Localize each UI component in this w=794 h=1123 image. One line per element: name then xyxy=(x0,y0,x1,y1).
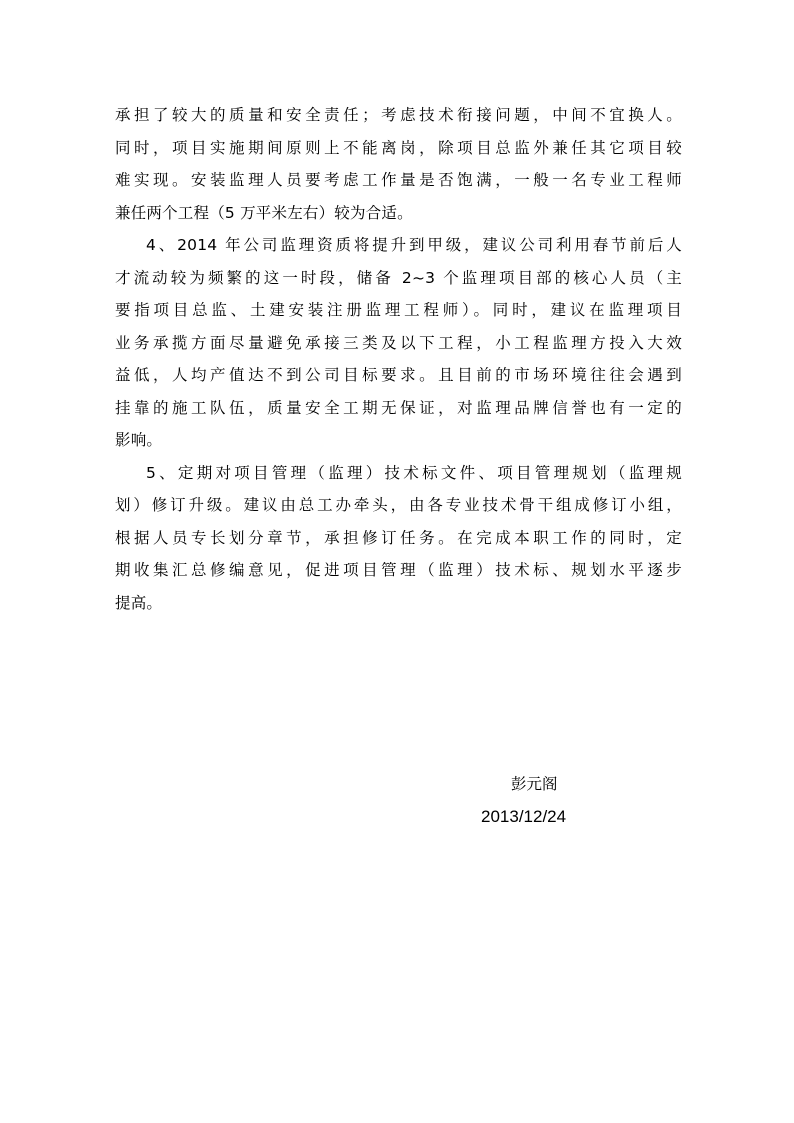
author-signature: 彭元阁 xyxy=(511,775,558,793)
text-line: 挂靠的施工队伍，质量安全工期无保证，对监理品牌信誉也有一定的 xyxy=(115,398,682,417)
text-line: 期收集汇总修编意见，促进项目管理（监理）技术标、规划水平逐步 xyxy=(115,561,682,579)
text-line: 承担了较大的质量和安全责任；考虑技术衔接问题，中间不宜换人。 xyxy=(115,106,682,124)
paragraph-4-first-line: 4、2014 年公司监理资质将提升到甲级，建议公司利用春节前后人 xyxy=(146,236,682,254)
text-line: 才流动较为频繁的这一时段，储备 2~3 个监理项目部的核心人员（主 xyxy=(115,268,682,287)
text-line: 同时，项目实施期间原则上不能离岗，除项目总监外兼任其它项目较 xyxy=(115,138,682,157)
text-line: 益低，人均产值达不到公司目标要求。且目前的市场环境往往会遇到 xyxy=(115,366,682,384)
text-line: 根据人员专长划分章节，承担修订任务。在完成本职工作的同时，定 xyxy=(115,528,682,547)
text-line: 提高。 xyxy=(115,593,163,612)
text-line: 业务承揽方面尽量避免承接三类及以下工程，小工程监理方投入大效 xyxy=(115,333,682,352)
text-line: 要指项目总监、土建安装注册监理工程师）。同时，建议在监理项目 xyxy=(115,301,682,319)
text-line: 难实现。安装监理人员要考虑工作量是否饱满，一般一名专业工程师 xyxy=(115,171,682,189)
text-line: 影响。 xyxy=(115,431,163,449)
document-date: 2013/12/24 xyxy=(481,807,567,826)
text-line: 划）修订升级。建议由总工办牵头，由各专业技术骨干组成修订小组， xyxy=(115,496,682,514)
document-body xyxy=(115,99,682,619)
text-line: 兼任两个工程（5 万平米左右）较为合适。 xyxy=(115,203,413,222)
paragraph-5-first-line: 5、定期对项目管理（监理）技术标文件、项目管理规划（监理规 xyxy=(146,463,682,482)
